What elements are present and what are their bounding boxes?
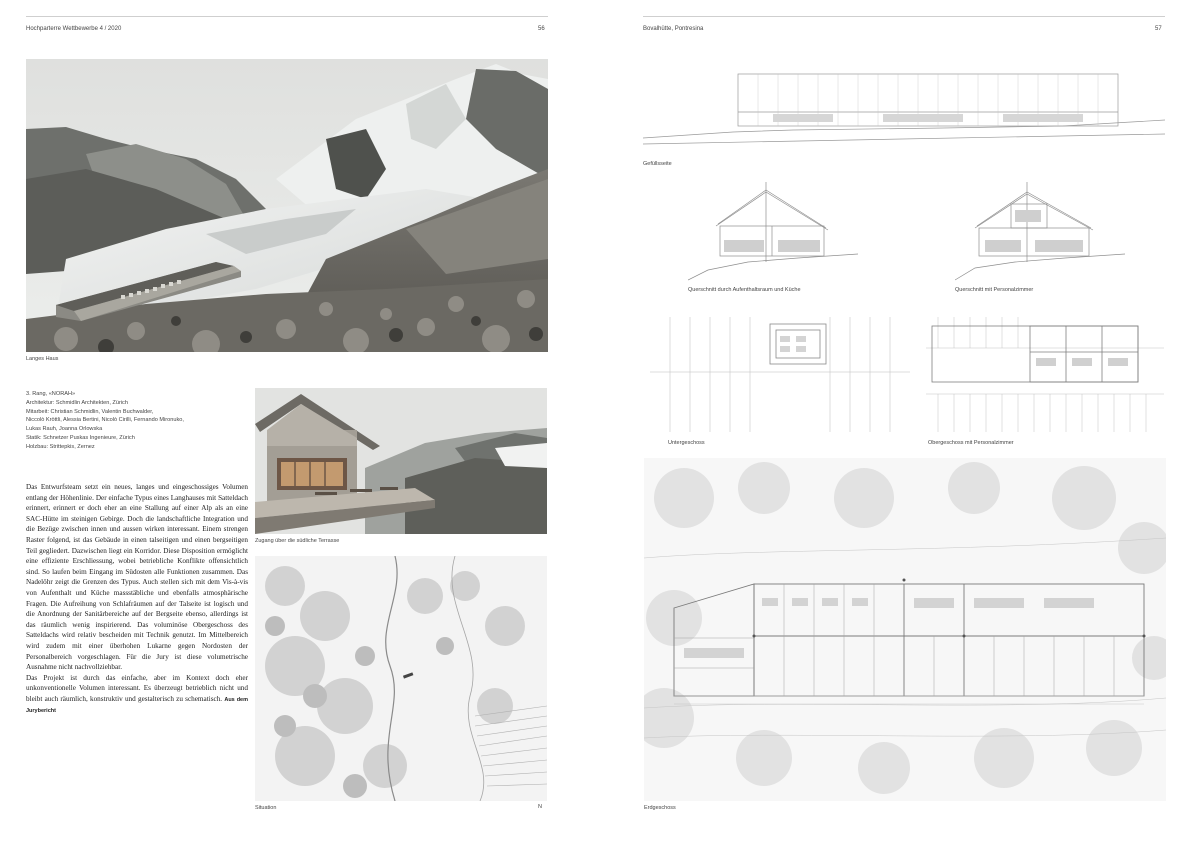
ground-floor-caption: Erdgeschoss [644,805,676,811]
body-paragraph-2 [26,673,248,717]
section-1-caption: Querschnitt durch Aufenthaltsraum und Küche [688,287,801,293]
top-rule-right [643,16,1165,17]
credit-line-team-1: Mitarbeit: Christian Schmidlin, Valentin Buchwalder, [26,408,154,415]
credit-line-timber: Holzbau: Strittepkis, Zernez [26,443,95,450]
jury-report-text [26,482,248,717]
side-photo-caption: Zugang über die südliche Terrasse [255,538,340,544]
floor-plan-lower [650,312,910,437]
elevation-drawing [643,64,1165,156]
credit-line-architecture: Architektur: Schmidlin Architekten, Zürich [26,399,128,406]
section-drawing-2 [955,182,1125,282]
section-2-caption: Querschnitt mit Personalzimmer [955,287,1034,293]
credit-line-team-2: Niccolò Kröttli, Alessia Bertini, Nicolò Cirilli, Fernando Mironuko, [26,417,184,424]
credit-line-team-3: Lukas Rauh, Joanna Orlowska [26,426,103,433]
section-drawing-1 [688,182,858,282]
elevation-caption: Gefüllsseite [643,161,672,167]
right-page-number: 57 [1155,26,1162,32]
body-source: Aus dem Jurybericht [26,696,249,715]
main-photo-caption: Langes Haus [26,356,59,362]
right-running-head: Bovalhütte, Pontresina [643,26,704,32]
body-paragraph-1: Das Entwurfsteam setzt ein neues, langes und eingeschossiges Volumen entlang der Höhenlinie. Der einfache Typus eines Langhauses mit Satteldach erinnert, erinnert er doch eher an eine Stallung auf einer Alp als an eine SAC-Hütte im steinigen Gebirge. Doch die landschaftliche Integration und die Bezüge zwischen innen und aussen wirken interessant. Einem strengen Raster folgend, ist das Gebäude in einen talseitigen und einen bergseitigen Teil gegliedert. Dazwischen liegt ein Korridor. Diese Disposition ermöglicht eine effiziente Erschliessung, wobei betriebliche Konflikte offensichtlich sind. So laufen beim Eingang im Südosten alle Funktionen zusammen. Das Nadelöhr zeigt die Grenzen des Typus. Auch stellen sich mit dem Vis-à-vis von Aufenthalt und Küche massstäbliche und ebenfalls atmosphärische Fragen. Die Aufreihung von Schlafräumen auf der Talseite ist logisch und die Anordnung der Sanitärbereiche auf der Bergseite ebenso, allerdings ist das räumlich wenig inspirierend. Das voluminöse Obergeschoss des Satteldachs wird relativ bescheiden mit Technik genutzt. Im Mittelbereich wird zudem mit einer überhohen Lukarne gegen Nordosten der Personalbereich vorgeschlagen. Für die Jury ist diese volumetrische Ausnahme nicht nachvollziehbar. [26,483,248,672]
north-arrow: N [538,804,542,810]
floor-plan-upper [926,312,1164,437]
upper-floor-caption: Obergeschoss mit Personalzimmer [928,440,1014,446]
body-paragraph-2-text: Das Projekt ist durch das einfache, aber im Kontext doch eher unkonventionelle Volumen interessant. Es überzeugt betrieblich nicht und bleibt auch räumlich, konstruktiv und gestalterisch zu schematisch. [26,673,248,703]
lower-floor-caption: Untergeschoss [668,440,705,446]
project-credits [26,390,246,452]
credit-line-rank: 3. Rang, «NORAH» [26,391,76,397]
credit-line-statics: Statik: Schnetzer Puskas Ingenieure, Zürich [26,434,135,441]
side-photo-terrace [255,388,547,534]
ground-floor-plan [644,458,1166,801]
left-running-head: Hochparterre Wettbewerbe 4 / 2020 [26,26,122,32]
main-photo-long-house [26,59,548,352]
map-caption: Situation [255,805,277,811]
left-page-number: 56 [538,26,545,32]
situation-map [255,556,547,801]
top-rule-left [26,16,548,17]
